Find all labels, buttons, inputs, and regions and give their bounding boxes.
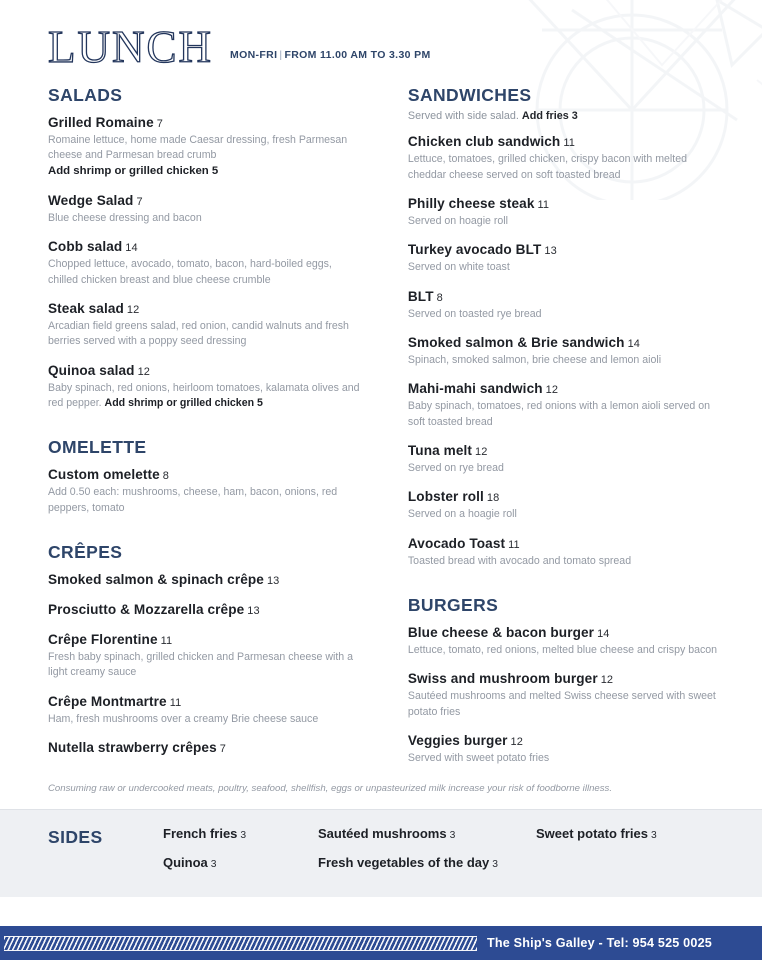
item-label: Crêpe Florentine [48, 631, 158, 647]
side-item [318, 855, 536, 870]
item-description: Served on toasted rye bread [407, 307, 542, 320]
rope-pattern-icon [4, 936, 477, 951]
menu-item [408, 625, 720, 658]
item-description: Served with sweet potato fries [407, 752, 550, 765]
item-description: Toasted bread with avocado and tomato spread [407, 554, 632, 567]
menu-item [48, 632, 364, 681]
item-price: 12 [126, 303, 140, 316]
section-salads [48, 85, 364, 412]
item-price: 7 [136, 195, 143, 208]
item-name [408, 733, 720, 750]
item-addon: Add shrimp or grilled chicken 5 [48, 165, 219, 178]
item-price: 11 [563, 137, 575, 150]
item-label: Nutella strawberry crêpes [48, 740, 217, 756]
menu-item [48, 572, 364, 589]
item-description: Served on white toast [407, 261, 510, 274]
service-days: MON-FRI [230, 48, 278, 61]
item-price: 13 [247, 604, 260, 617]
item-name [48, 740, 364, 757]
side-grid-spacer [536, 855, 722, 870]
item-name [48, 115, 364, 132]
item-description [48, 381, 364, 412]
item-label: Quinoa salad [48, 362, 135, 378]
item-description: Arcadian field greens salad, red onion, candid walnuts and fresh berries served with a poppy seed dressing [48, 319, 349, 348]
item-price: 13 [544, 245, 557, 258]
item-price: 14 [125, 242, 138, 255]
page-title: LUNCH [48, 22, 213, 72]
item-label: Prosciutto & Mozzarella crêpe [48, 601, 245, 617]
section-title-salads: SALADS [48, 84, 123, 105]
menu-item [408, 196, 720, 229]
menu-item [408, 671, 720, 720]
item-description: Served on a hoagie roll [407, 508, 517, 521]
side-item-label: Sweet potato fries [536, 825, 648, 841]
item-price: 14 [627, 338, 641, 351]
item-label: Crêpe Montmartre [48, 693, 167, 709]
item-name [48, 239, 364, 256]
item-description: Fresh baby spinach, grilled chicken and Parmesan cheese with a light creamy sauce [48, 650, 354, 679]
right-column [408, 85, 720, 767]
item-name [48, 632, 364, 649]
restaurant-contact: The Ship's Galley - Tel: 954 525 0025 [486, 936, 712, 950]
side-item-label: Fresh vegetables of the day [318, 854, 490, 870]
side-item-price: 3 [492, 858, 498, 870]
item-price: 12 [545, 384, 559, 397]
footer-bar [0, 926, 762, 960]
item-name [408, 289, 720, 306]
item-name [48, 193, 364, 210]
item-label: Steak salad [48, 300, 124, 316]
section-note-text: Served with side salad. [407, 109, 522, 122]
item-description: Served on rye bread [407, 462, 504, 475]
side-item-label: Quinoa [163, 854, 208, 870]
item-price: 11 [508, 538, 520, 551]
menu-item [408, 489, 720, 522]
item-description: Spinach, smoked salmon, brie cheese and lemon aioli [407, 354, 662, 367]
item-label: Veggies burger [407, 733, 508, 749]
item-price: 7 [156, 117, 163, 130]
item-price: 12 [474, 446, 488, 459]
side-item-price: 3 [650, 829, 657, 841]
section-title-sandwiches: SANDWICHES [407, 84, 532, 105]
item-name [408, 242, 720, 259]
allergen-disclaimer: Consuming raw or undercooked meats, poultry, seafood, shellfish, eggs or unpasteurized milk increase your risk of foodborne illness. [48, 782, 613, 794]
item-price: 12 [600, 674, 614, 687]
item-label: Mahi-mahi sandwich [407, 381, 543, 397]
sides-grid [163, 826, 722, 870]
item-label: Avocado Toast [407, 535, 506, 551]
item-price: 12 [137, 365, 150, 378]
item-description: Lettuce, tomato, red onions, melted blue cheese and crispy bacon [407, 644, 718, 657]
menu-item [408, 381, 720, 430]
item-description: Add 0.50 each: mushrooms, cheese, ham, bacon, onions, red peppers, tomato [48, 486, 338, 514]
item-label: Lobster roll [407, 489, 484, 505]
side-item-price: 3 [210, 858, 217, 870]
item-label: Smoked salmon & Brie sandwich [407, 335, 625, 351]
item-description: Baby spinach, tomatoes, red onions with a lemon aioli served on soft toasted bread [407, 400, 710, 428]
item-price: 12 [510, 736, 523, 749]
section-sandwiches [408, 85, 720, 569]
item-name [408, 196, 720, 213]
item-description: Lettuce, tomatoes, grilled chicken, crispy bacon with melted cheddar cheese served on soft toasted bread [407, 153, 687, 181]
menu-item [48, 301, 364, 350]
item-label: Chicken club sandwich [407, 134, 561, 150]
section-omelette [48, 437, 364, 516]
item-name [48, 301, 364, 318]
menu-item [48, 740, 364, 757]
menu-item [48, 602, 364, 619]
item-name [408, 536, 720, 553]
menu-item [408, 536, 720, 569]
item-label: BLT [407, 288, 434, 304]
item-name [408, 671, 720, 688]
service-time-range: FROM 11.00 AM TO 3.30 PM [284, 48, 431, 61]
item-price: 11 [537, 199, 550, 212]
section-title-sides: SIDES [48, 826, 103, 847]
item-label: Custom omelette [48, 467, 160, 483]
side-item [163, 855, 318, 870]
menu-item [408, 733, 720, 766]
hours-separator: | [279, 48, 283, 61]
section-title-omelette: OMELETTE [48, 437, 147, 458]
side-item-label: French fries [163, 825, 238, 841]
item-price: 14 [597, 628, 610, 641]
item-name [48, 363, 364, 380]
item-label: Philly cheese steak [407, 196, 535, 212]
menu-columns [0, 69, 762, 767]
section-note-addon: Add fries 3 [521, 109, 578, 122]
item-name [48, 467, 364, 484]
menu-item [48, 467, 364, 516]
left-column [48, 85, 364, 767]
item-label: Turkey avocado BLT [407, 242, 542, 258]
item-label: Wedge Salad [48, 192, 134, 208]
section-title-crepes: CRÊPES [48, 542, 123, 562]
menu-item [408, 335, 720, 368]
item-name [408, 489, 720, 506]
item-price: 8 [162, 470, 169, 483]
side-item [163, 826, 318, 841]
item-description: Ham, fresh mushrooms over a creamy Brie cheese sauce [48, 712, 319, 725]
item-price: 13 [266, 575, 280, 587]
item-name [48, 572, 364, 589]
item-description: Chopped lettuce, avocado, tomato, bacon, hard-boiled eggs, chilled chicken breast and blue cheese crumble [48, 258, 332, 286]
item-name [408, 443, 720, 460]
menu-item [408, 242, 720, 275]
item-name [408, 381, 720, 398]
item-name [48, 602, 364, 619]
item-price: 7 [219, 743, 226, 756]
item-label: Smoked salmon & spinach crêpe [48, 572, 264, 587]
menu-item [48, 239, 364, 288]
item-description: Blue cheese dressing and bacon [48, 211, 202, 224]
menu-item [48, 115, 364, 180]
section-note-sandwiches [408, 109, 720, 124]
masthead [0, 0, 762, 72]
item-description: Romaine lettuce, home made Caesar dressing, fresh Parmesan cheese and Parmesan bread crumb [48, 133, 348, 162]
item-name [48, 694, 364, 711]
item-price: 18 [486, 492, 500, 505]
side-item [536, 826, 722, 841]
menu-item [408, 289, 720, 322]
side-item-price: 3 [240, 829, 247, 841]
item-label: Swiss and mushroom burger [407, 671, 598, 687]
item-name [408, 335, 720, 352]
item-description-text: Baby spinach, red onions, heirloom tomatoes, kalamata olives and red pepper. [48, 381, 360, 409]
item-label: Grilled Romaine [48, 114, 154, 130]
item-description-addon: Add shrimp or grilled chicken 5 [104, 396, 263, 409]
side-item [318, 826, 536, 841]
menu-item [48, 193, 364, 226]
item-price: 8 [436, 291, 443, 304]
service-hours [230, 49, 431, 69]
side-item-price: 3 [449, 829, 456, 841]
menu-item [408, 134, 720, 183]
item-label: Tuna melt [407, 443, 472, 459]
section-crepes [48, 542, 364, 757]
menu-item [48, 694, 364, 727]
menu-item [48, 363, 364, 412]
section-burgers [408, 595, 720, 766]
menu-item [408, 443, 720, 476]
item-name [408, 625, 720, 642]
side-item-label: Sautéed mushrooms [318, 825, 447, 841]
item-price: 11 [169, 696, 182, 709]
item-label: Cobb salad [48, 239, 123, 255]
section-title-burgers: BURGERS [407, 595, 499, 616]
item-price: 11 [160, 634, 173, 647]
sides-band [0, 809, 762, 897]
item-description: Served on hoagie roll [407, 215, 509, 227]
item-description: Sautéed mushrooms and melted Swiss cheese served with sweet potato fries [407, 690, 716, 718]
item-label: Blue cheese & bacon burger [407, 625, 595, 641]
item-name [408, 134, 720, 151]
